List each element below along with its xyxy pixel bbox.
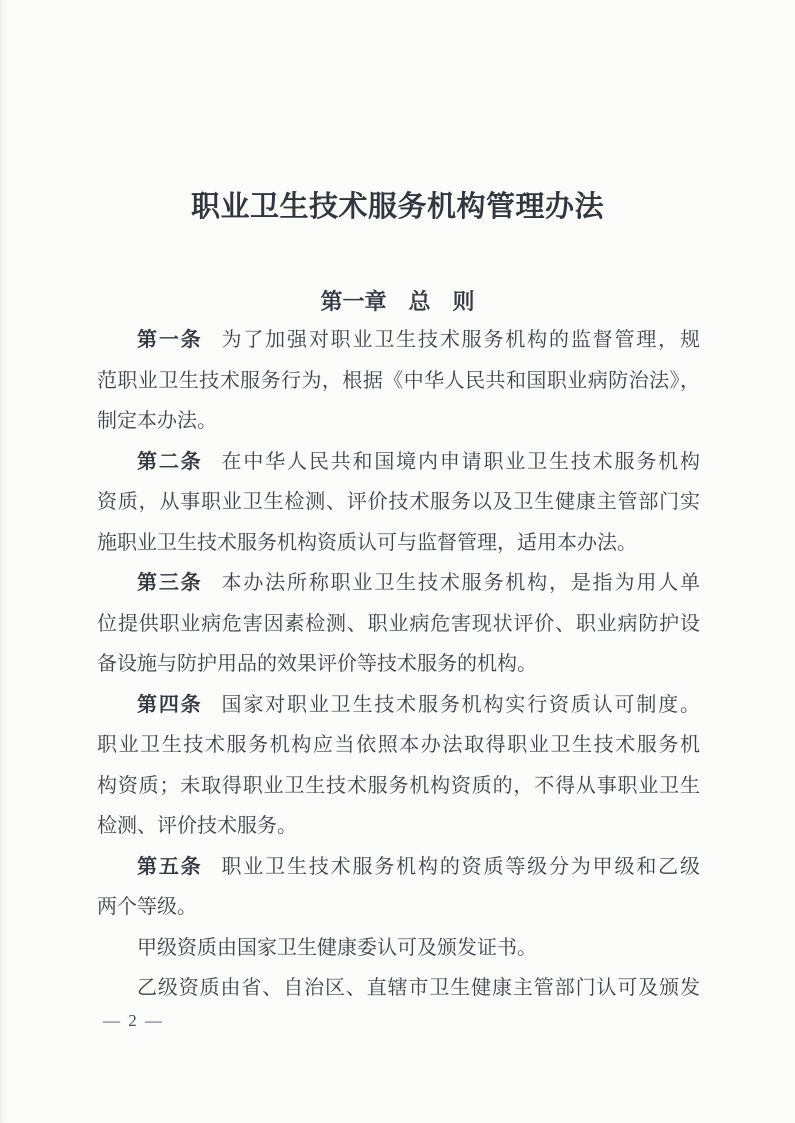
text-line: [97, 887, 700, 928]
article-number-label: 第一条: [137, 329, 203, 351]
text-line-content: 本办法所称职业卫生技术服务机构，是指为用人单: [221, 572, 700, 594]
text-line: [97, 482, 700, 523]
text-line: [97, 604, 700, 645]
document-title: 职业卫生技术服务机构管理办法: [190, 191, 604, 223]
text-line-content: 位提供职业病危害因素检测、职业病危害现状评价、职业病防护设: [97, 612, 700, 635]
text-line: [97, 563, 700, 604]
chapter-heading: 第一章 总 则: [320, 289, 475, 314]
text-line-content: 乙级资质由省、自治区、直辖市卫生健康主管部门认可及颁发: [137, 977, 700, 999]
text-line-content: 两个等级。: [97, 896, 197, 918]
text-line-content: 职业卫生技术服务机构应当依照本办法取得职业卫生技术服务机: [97, 734, 700, 756]
text-line-content: 施职业卫生技术服务机构资质认可与监督管理，适用本办法。: [97, 531, 637, 554]
text-line-content: 制定本办法。: [97, 410, 217, 432]
text-line-content: 国家对职业卫生技术服务机构实行资质认可制度。: [221, 693, 700, 716]
page-number: — 2 —: [103, 1011, 164, 1030]
text-line: [97, 847, 700, 888]
text-line: [97, 968, 700, 1009]
text-line-content: 职业卫生技术服务机构的资质等级分为甲级和乙级: [221, 855, 700, 878]
text-line-content: 在中华人民共和国境内申请职业卫生技术服务机构: [221, 450, 700, 473]
text-line-content: 备设施与防护用品的效果评价等技术服务的机构。: [97, 653, 537, 675]
text-line: [97, 320, 700, 361]
text-line-content: 检测、评价技术服务。: [97, 815, 297, 837]
text-line-content: 甲级资质由国家卫生健康委认可及颁发证书。: [137, 936, 537, 959]
text-line: [97, 361, 700, 402]
text-line: [97, 644, 700, 685]
text-line: [97, 523, 700, 564]
text-line: [97, 401, 700, 442]
text-line: [97, 928, 700, 969]
text-line-content: 范职业卫生技术服务行为，根据《中华人民共和国职业病防治法》，: [97, 369, 700, 392]
text-line: [97, 766, 700, 807]
text-line: [97, 685, 700, 726]
text-line: [97, 442, 700, 483]
article-number-label: 第三条: [137, 572, 203, 594]
text-line-content: 资质，从事职业卫生检测、评价技术服务以及卫生健康主管部门实: [97, 491, 700, 513]
document-body: [97, 320, 700, 1009]
text-line: [97, 725, 700, 766]
article-number-label: 第四条: [137, 693, 203, 716]
text-line: [97, 806, 700, 847]
article-number-label: 第二条: [137, 450, 203, 473]
article-number-label: 第五条: [137, 855, 203, 878]
text-line-content: 构资质；未取得职业卫生技术服务机构资质的，不得从事职业卫生: [97, 774, 700, 797]
text-line-content: 为了加强对职业卫生技术服务机构的监督管理，规: [221, 329, 700, 351]
